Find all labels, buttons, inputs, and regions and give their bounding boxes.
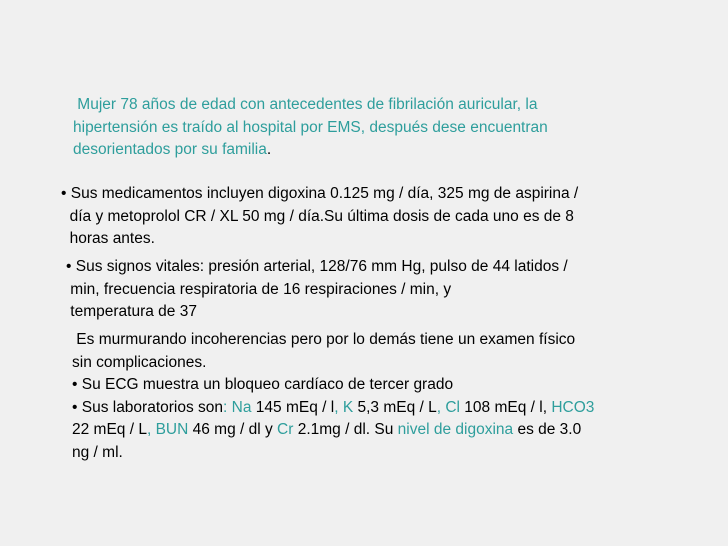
vitals-line-3: temperatura de 37	[66, 303, 197, 320]
meds-line-3: horas antes.	[61, 230, 155, 247]
intro-line-3: desorientados por su familia	[73, 141, 267, 158]
na-value: 145 mEq / l	[251, 398, 335, 416]
case-intro	[73, 94, 548, 162]
meds-line-1: • Sus medicamentos incluyen digoxina 0.125 mg / día, 325 mg de aspirina /	[61, 185, 579, 202]
labs-prefix: • Sus laboratorios son	[72, 398, 224, 416]
bun-label: , BUN	[146, 421, 189, 438]
digoxin-value: es de 3.0	[513, 421, 582, 438]
medications-paragraph	[61, 183, 578, 251]
exam-line-2: sin complicaciones.	[72, 353, 207, 371]
vitals-paragraph	[66, 256, 568, 324]
intro-line-3-wrap	[73, 139, 548, 162]
na-label: : Na	[223, 398, 252, 416]
k-value: 5,3 mEq / L	[353, 398, 437, 416]
ecg-line: • Su ECG muestra un bloqueo cardíaco de tercer grado	[72, 376, 454, 393]
exam-and-labs	[72, 329, 594, 464]
labs-line-2	[72, 419, 594, 442]
bun-value: 46 mg / dl y	[188, 421, 278, 438]
intro-line-2: hipertensión es traído al hospital por EMS, después dese encuentran	[73, 118, 548, 136]
vitals-line-2: min, frecuencia respiratoria de 16 respiraciones / min, y	[66, 280, 452, 298]
hco3-value: 22 mEq / L	[72, 421, 147, 438]
cr-label: Cr	[277, 421, 294, 438]
hco3-label: HCO3	[551, 398, 595, 416]
labs-line-1	[72, 397, 594, 420]
intro-period: .	[266, 141, 272, 158]
intro-line-1: Mujer 78 años de edad con antecedentes de fibrilación auricular, la	[73, 96, 538, 113]
labs-line-3: ng / ml.	[72, 443, 123, 461]
k-label: , K	[334, 398, 354, 416]
cr-value: 2.1mg / dl. Su	[293, 421, 398, 438]
exam-line-1: Es murmurando incoherencias pero por lo demás tiene un examen físico	[72, 331, 576, 348]
cl-label: , Cl	[436, 398, 460, 416]
meds-line-2: día y metoprolol CR / XL 50 mg / día.Su última dosis de cada uno es de 8	[61, 207, 574, 225]
cl-value: 108 mEq / l,	[459, 398, 552, 416]
digoxin-label: nivel de digoxina	[397, 421, 514, 438]
vitals-line-1: • Sus signos vitales: presión arterial, 128/76 mm Hg, pulso de 44 latidos /	[66, 258, 568, 275]
